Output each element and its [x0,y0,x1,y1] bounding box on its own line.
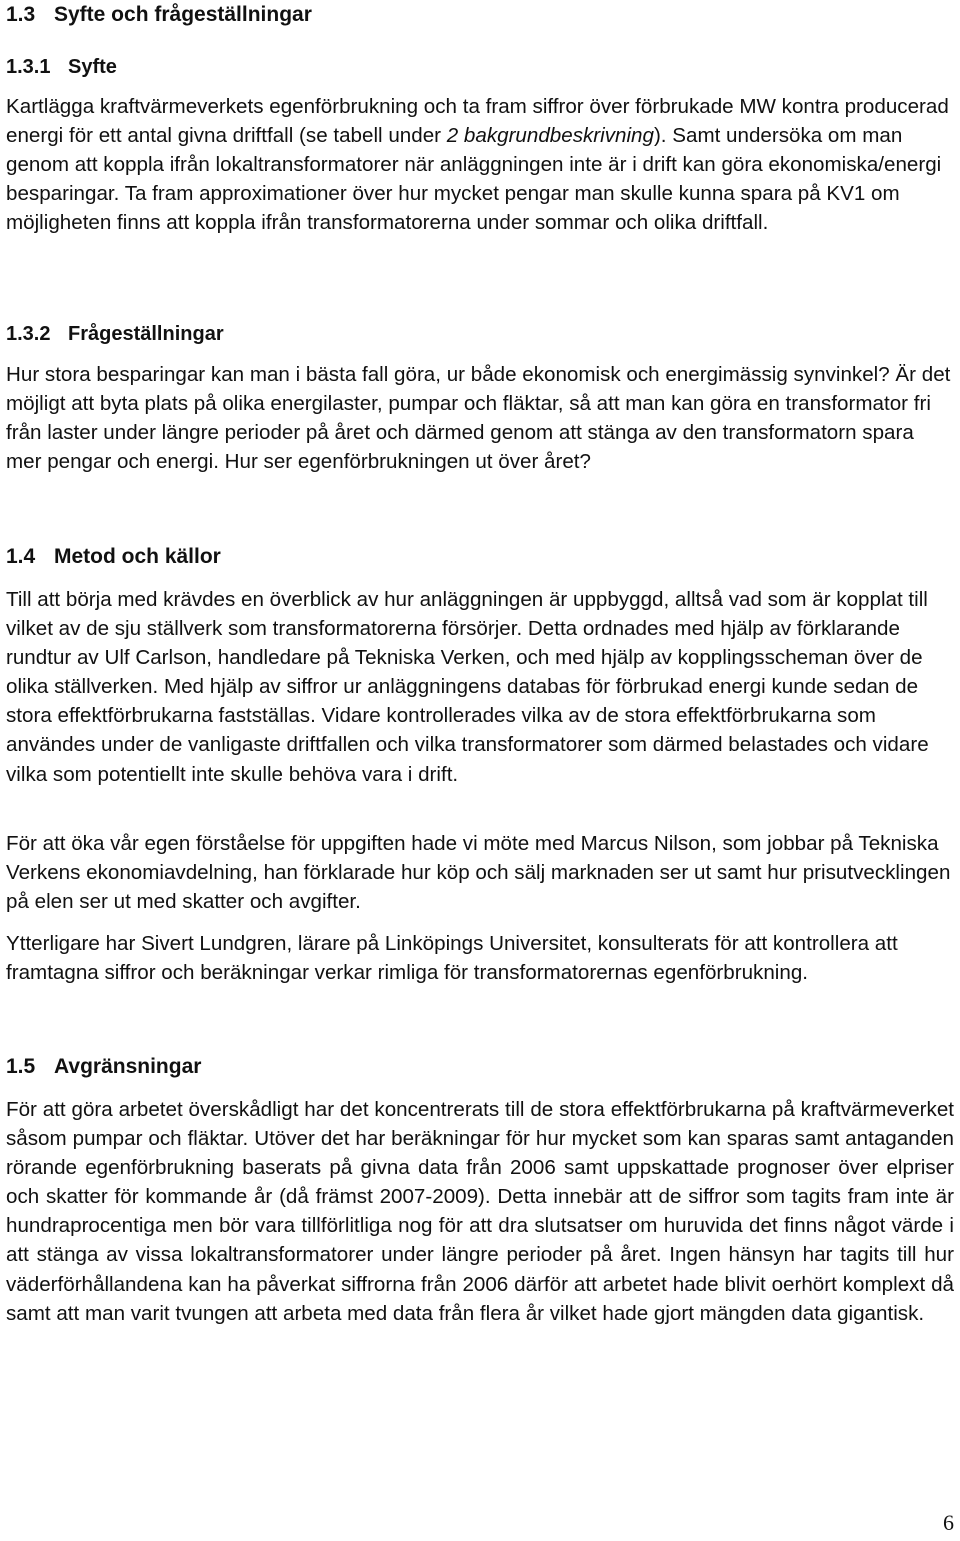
heading-title: Syfte och frågeställningar [54,3,312,26]
fragestallningar-paragraph: Hur stora besparingar kan man i bästa fall göra, ur både ekonomisk och energimässig synvinkel? Är det möjligt att byta plats på olika energilaster, pumpar och fläktar, så att man kan göra en transformator fri från laster under längre perioder på året och därmed genom att stänga av den transformatorn spara mer pengar och energi. Hur ser egenförbrukningen ut över året? [6,363,951,474]
heading-number: 1.3 [6,3,36,26]
page-number: 6 [943,1510,954,1535]
heading-1-3-1 [6,53,117,81]
metod-paragraph-1: Till att börja med krävdes en överblick av hur anläggningen är uppbyggd, alltså vad som är kopplat till vilket av de sju ställverk som transformatorerna försörjer. Detta ordnades med hjälp av förklarande rundtur av Ulf Carlson, handledare på Tekniska Verken, och med hjälp av kopplingsscheman över de olika ställverken. Med hjälp av siffror ur anläggningens databas för förbrukad energi kunde sedan de stora effektförbrukarna fastställas. Vidare kontrollerades vilka av de stora effektförbrukarna som användes under de vanligaste driftfallen och vilka transformatorer som därmed belastades och vidare vilka som potentiellt inte skulle behöva vara i drift. [6,588,929,786]
heading-1-3 [6,1,312,29]
heading-title: Metod och källor [54,545,221,568]
syfte-reference: 2 bakgrundbeskrivning [446,124,654,148]
heading-title: Frågeställningar [68,323,224,345]
heading-number: 1.4 [6,545,36,568]
heading-1-5 [6,1053,201,1081]
heading-title: Syfte [68,56,117,78]
heading-number: 1.3.2 [6,323,51,345]
heading-title: Avgränsningar [54,1055,202,1078]
syfte-text-end: ). Samt undersöka om man genom att koppla ifrån lokaltransformatorer när anläggningen inte är i drift kan göra ekonomiska/energi besparingar. Ta fram approximationer över hur mycket pengar man skulle kunna spara på KV1 om möjligheten finns att koppla ifrån transformatorerna under sommar och olika driftfall. [6,124,942,235]
metod-paragraph-2: För att öka vår egen förståelse för uppgiften hade vi möte med Marcus Nilson, som jobbar på Tekniska Verkens ekonomiavdelning, han förklarade hur köp och sälj marknaden ser ut samt hur prisutvecklingen på elen ser ut med skatter och avgifter. [6,832,951,914]
syfte-paragraph [6,92,954,237]
heading-1-3-2 [6,320,224,348]
metod-paragraph-3: Ytterligare har Sivert Lundgren, lärare på Linköpings Universitet, konsulterats för att kontrollera att framtagna siffror och beräkningar verkar rimliga för transformatorernas egenförbrukning. [6,932,898,985]
syfte-text-start: Kartlägga kraftvärmeverkets egenförbrukning och ta fram siffror över förbrukade MW kontra producerad energi för ett antal givna driftfall (se tabell under [6,95,949,148]
avgransningar-paragraph: För att göra arbetet överskådligt har det koncentrerats till de stora effektförbrukarna på kraftvärmeverket såsom pumpar och fläktar. Utöver det har beräkningar för hur mycket som kan sparas samt antaganden rörande egenförbrukning baserats på givna data från 2006 samt uppskattade prognoser över elpriser och skatter för kommande år (då främst 2007-2009). Detta innebär att de siffror som tagits fram inte är hundraprocentiga men bör vara tillförlitliga nog för att dra slutsatser om huruvida det finns något värde i att stänga av vissa lokaltransformatorer under längre perioder på året. Ingen hänsyn har tagits till hur väderförhållandena kan ha påverkat siffrorna från 2006 därför att arbetet hade blivit oerhört komplext då samt att man varit tvungen att arbeta med data från flera år vilket hade gjort mängden data gigantisk. [6,1098,954,1325]
heading-number: 1.3.1 [6,56,51,78]
heading-1-4 [6,543,221,571]
heading-number: 1.5 [6,1055,36,1078]
